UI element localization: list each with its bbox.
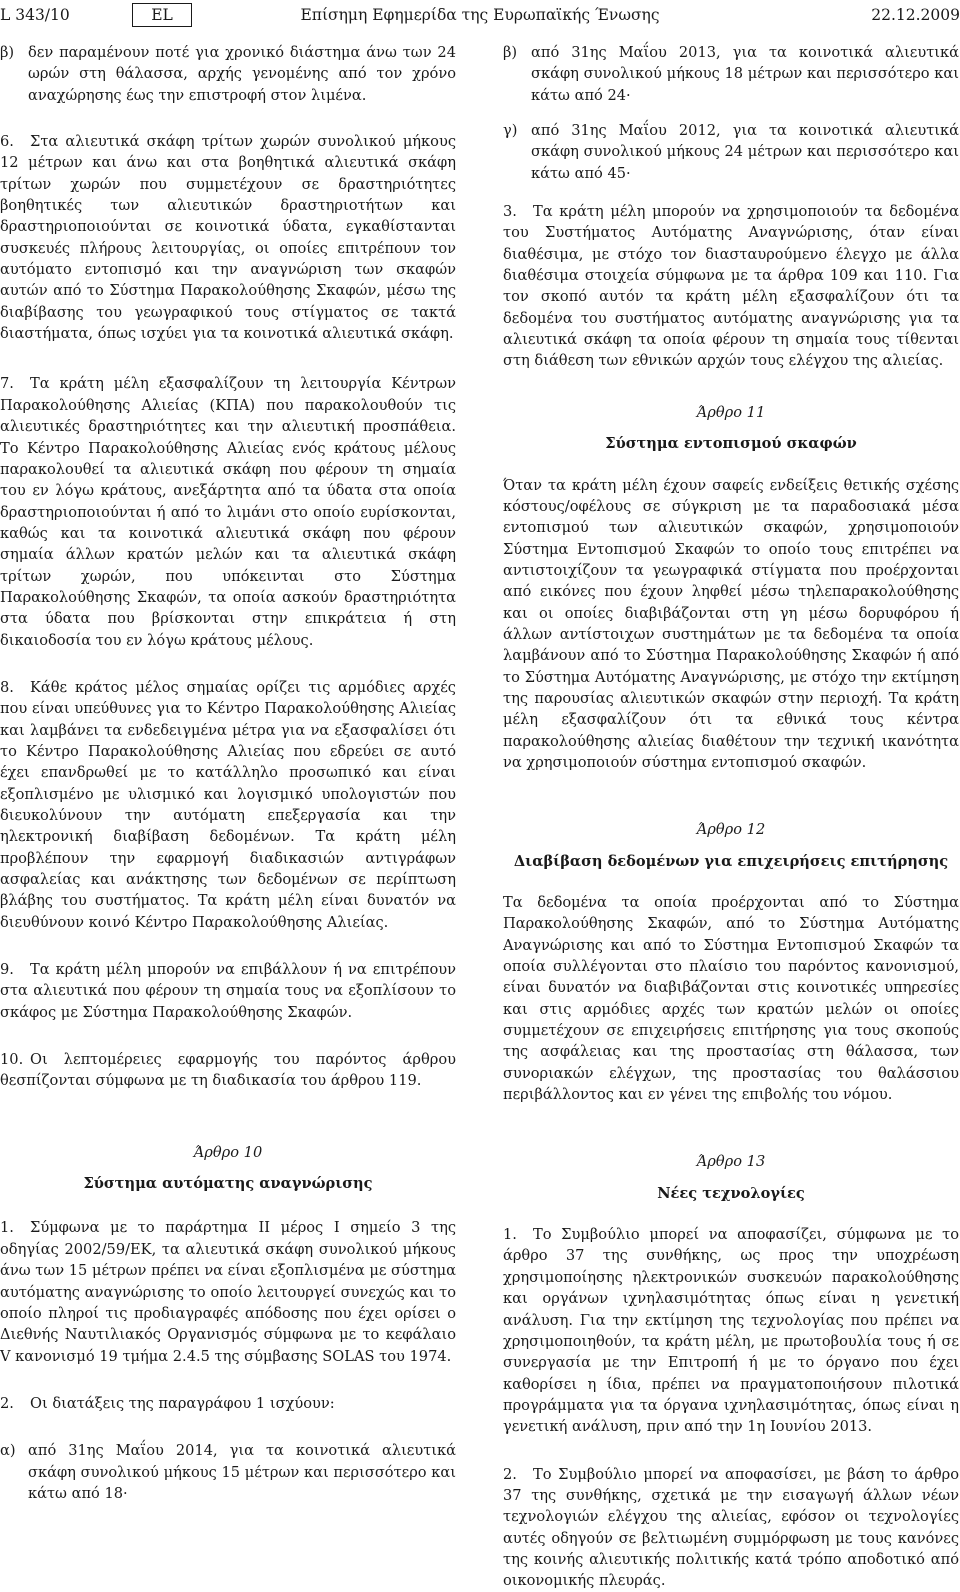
paragraph-number: 2. [503,1465,517,1483]
list-label: α) [0,1442,16,1460]
article-11-number: Άρθρο 11 [696,403,766,421]
article-12-title: Διαβίβαση δεδομένων για επιχειρήσεις επιτήρησης [513,852,949,870]
paragraph-number: 10. [0,1051,24,1069]
paragraph-text: Το Συμβούλιο μπορεί να αποφασίζει, σύμφωνα με το άρθρο 37 της συνθήκης, ως προς την υποχρέωση χρησιμοποίησης ηλεκτρονικών συσκευών παρακολούθησης και οργάνων ιχνηλασιμότητας όπως είναι η γενετική ανάλυση. Για την εκτίμηση της τεχνολογίας που πρέπει να χρησιμοποιηθούν, τα κράτη μέλη, με πρωτοβουλία τους ή σε συνεργασία με την Επιτροπή ή με το όργανο που έχει καθορίσει η ίδια, πρέπει να πραγματοποιήσουν πιλοτικά προγράμματα για τα όργανα ιχνηλασιμότητας, όπως είναι η γενετική ανάλυση, πριν από την 1η Ιουνίου 2013. [503,1226,959,1436]
paragraph-text: Κάθε κράτος μέλος σημαίας ορίζει τις αρμόδιες αρχές που είναι υπεύθυνες για το Κέντρο Παρακολούθησης Αλιείας και λαμβάνει τα ενδεδειγμένα μέτρα για να εξασφαλίσει ότι το Κέντρο Παρακολούθησης Αλιείας που εδρεύει σε αυτό έχει επανδρωθεί με το κατάλληλο προσωπικό και είναι εξοπλισμένο με υλισμικό και λογισμικό υπολογιστών που διευκολύνουν την αυτόματη επεξεργασία και την ηλεκτρονική διαβίβαση δεδομένων. Τα κράτη μέλη προβλέπουν την εφαρμογή διαδικασιών αντιγράφων ασφαλείας και ανάκτησης των δεδομένων σε περίπτωση βλάβης του συστήματος. Τα κράτη μέλη είναι δυνατόν να διευθύνουν κοινό Κέντρο Παρακολούθησης Αλιείας. [0,678,456,931]
list-text: από 31ης Μαΐου 2013, για τα κοινοτικά αλιευτικά σκάφη συνολικού μήκους 18 μέτρων και περισσότερο και κάτω από 24· [531,44,959,104]
paragraph-number: 8. [0,678,14,696]
paragraph-number: 1. [0,1219,14,1237]
paragraph-number: 1. [503,1226,517,1244]
list-text: από 31ης Μαΐου 2012, για τα κοινοτικά αλιευτικά σκάφη συνολικού μήκους 24 μέτρων και περισσότερο και κάτω από 45· [531,122,959,182]
paragraph-text: Το Συμβούλιο μπορεί να αποφασίσει, με βάση το άρθρο 37 της συνθήκης, σχετικά με την εισαγωγή άλλων νέων τεχνολογιών ελέγχου της αλιείας, εφόσον οι τεχνολογίες αυτές οδηγούν σε βελτιωμένη συμμόρφωση με τους κανόνες της κοινής αλιευτικής πολιτικής κατά τρόπο αποδοτικό από οικονομικής πλευράς. [503,1465,959,1590]
paragraph-number: 3. [503,203,517,221]
article-13-number: Άρθρο 13 [696,1153,766,1171]
paragraph-text: Τα κράτη μέλη μπορούν να χρησιμοποιούν τα δεδομένα του Συστήματος Αυτόματης Αναγνώρισης, όταν είναι διαθέσιμα, με στόχο τον διασταυρούμενο έλεγχο με άλλα διαθέσιμα στοιχεία σύμφωνα με τα άρθρα 109 και 110. Για τον σκοπό αυτόν τα κράτη μέλη εξασφαλίζουν ότι τα δεδομένα του συστήματος αυτόματης αναγνώρισης για τα αλιευτικά σκάφη τα οποία φέρουν τη σημαία τους τίθενται στη διάθεση των εθνικών αρχών τους ελέγχου της αλιείας. [503,203,959,370]
list-item-b [0,42,456,106]
left-column [0,42,456,1504]
paragraph-8 [0,677,456,933]
article-12-text: Τα δεδομένα τα οποία προέρχονται από το Σύστημα Παρακολούθησης Σκαφών, από το Σύστημα Αυτόματης Αναγνώρισης και από το Σύστημα Εντοπισμού Σκαφών τα οποία συλλέγονται στο πλαίσιο του παρόντος κανονισμού, είναι δυνατόν να διαβιβάζονται στις κοινοτικές υπηρεσίες και στις αρμόδιες αρχές των κρατών μελών οι οποίες συμμετέχουν σε επιχειρήσεις επιτήρησης για τους σκοπούς της ασφάλειας και της προστασίας στη θάλασσα, των συνοριακών ελέγχων, της προστασίας του θαλάσσιου περιβάλλοντος και εν γένει της επιβολής του νόμου. [503,894,959,1104]
article-13-title: Νέες τεχνολογίες [657,1184,805,1202]
article-10-paragraph-2 [0,1393,456,1414]
list-label: β) [503,44,518,61]
list-text: από 31ης Μαΐου 2014, για τα κοινοτικά αλιευτικά σκάφη συνολικού μήκους 15 μέτρων και περισσότερο και κάτω από 18· [28,1442,456,1502]
article-13-paragraph-2 [503,1464,959,1592]
paragraph-7 [0,373,456,650]
paragraph-3 [503,201,959,372]
article-10-paragraph-1 [0,1217,456,1366]
list-label: γ) [503,122,518,140]
paragraph-10 [0,1049,456,1092]
page-reference: L 343/10 [0,6,70,24]
journal-title: Επίσημη Εφημερίδα της Ευρωπαϊκής Ένωσης [300,6,660,24]
paragraph-text: Οι λεπτομέρειες εφαρμογής του παρόντος άρθρου θεσπίζονται σύμφωνα με τη διαδικασία του άρθρου 119. [0,1051,456,1090]
paragraph-text: Σύμφωνα με το παράρτημα ΙΙ μέρος Ι σημείο 3 της οδηγίας 2002/59/ΕΚ, τα αλιευτικά σκάφη συνολικού μήκους άνω των 15 μέτρων πρέπει να είναι εξοπλισμένα με σύστημα αυτόματης αναγνώρισης το οποίο λειτουργεί συνεχώς και το οποίο πληροί τις προδιαγραφές απόδοσης που έχει ορίσει ο Διεθνής Ναυτιλιακός Οργανισμός σύμφωνα με το κεφάλαιο V κανονισμό 19 τμήμα 2.4.5 της σύμβασης SOLAS του 1974. [0,1219,457,1365]
publication-date: 22.12.2009 [871,6,960,24]
paragraph-9 [0,959,456,1023]
paragraph-number: 9. [0,961,14,979]
list-item-b [503,42,959,106]
paragraph-6 [0,131,456,344]
list-text: δεν παραμένουν ποτέ για χρονικό διάστημα άνω των 24 ωρών στη θάλασσα, αρχής γενομένης από τον χρόνο αναχώρησης έως την επιστροφή στον λιμένα. [28,44,456,104]
paragraph-text: Στα αλιευτικά σκάφη τρίτων χωρών συνολικού μήκους 12 μέτρων και άνω και στα βοηθητικά αλιευτικά σκάφη τρίτων χωρών που συμμετέχουν σε δραστηριότητες βοηθητικές των αλιευτικών δραστηριοτήτων και δραστηριοποιούνται σε κοινοτικά ύδατα, εγκαθίστανται συσκευές πλήρους λειτουργίας, οι οποίες επιτρέπουν τον αυτόματο εντοπισμό και την αναγνώριση των σκαφών αυτών από το Σύστημα Παρακολούθησης Σκαφών, μέσω της διαβίβασης του γεωγραφικού τους στίγματος σε τακτά διαστήματα, όπως ισχύει για τα κοινοτικά αλιευτικά σκάφη. [0,133,456,343]
language-badge: EL [132,3,192,27]
paragraph-text: Τα κράτη μέλη μπορούν να επιβάλλουν ή να επιτρέπουν στα αλιευτικά που φέρουν τη σημαία τους να εξοπλίσουν το σκάφος με Σύστημα Παρακολούθησης Σκαφών. [0,961,456,1021]
article-13-paragraph-1 [503,1224,959,1437]
paragraph-text: Τα κράτη μέλη εξασφαλίζουν τη λειτουργία Κέντρων Παρακολούθησης Αλιείας (ΚΠΑ) που παρακολουθούν τις αλιευτικές δραστηριότητες και την αλιευτική προσπάθεια. Το Κέντρο Παρακολούθησης Αλιείας ενός κράτους μέλους παρακολουθεί τα αλιευτικά σκάφη που φέρουν τη σημαία του εν λόγω κράτους, ανεξάρτητα από τα ύδατα στα οποία δραστηριοποιούνται ή από το λιμάνι στο οποίο ευρίσκονται, καθώς και τα κοινοτικά αλιευτικά σκάφη που φέρουν σημαία άλλων κρατών μελών και τα αλιευτικά σκάφη τρίτων χωρών, που υπόκεινται στο Σύστημα Παρακολούθησης Σκαφών, τα οποία ασκούν δραστηριότητα στα ύδατα που βρίσκονται στην επικράτεια ή στη δικαιοδοσία του εν λόγω κράτους μέλους. [0,375,456,649]
article-10-title: Σύστημα αυτόματης αναγνώρισης [83,1175,373,1193]
article-11-title: Σύστημα εντοπισμού σκαφών [605,435,857,453]
page-header [0,0,960,30]
paragraph-number: 2. [0,1394,14,1412]
list-label: β) [0,44,15,61]
article-12-number: Άρθρο 12 [696,821,766,839]
paragraph-text: Οι διατάξεις της παραγράφου 1 ισχύουν: [30,1394,335,1412]
paragraph-number: 6. [0,133,14,151]
article-11-text: Όταν τα κράτη μέλη έχουν σαφείς ενδείξεις θετικής σχέσης κόστους/οφέλους σε σύγκριση με τα παραδοσιακά μέσα εντοπισμού των αλιευτικών σκαφών, χρησιμοποιούν Σύστημα Εντοπισμού Σκαφών το οποίο τους επιτρέπει να αντιστοιχίζουν τα γεωγραφικά στίγματα που προέρχονται από εικόνες που έχουν ληφθεί μέσω τηλεπαρακολούθησης και οι οποίες διαβιβάζονται στη γη μέσω δορυφόρου ή άλλων αντίστοιχων συστημάτων με τα δεδομένα τα οποία λαμβάνουν από το Σύστημα Παρακολούθησης Σκαφών ή από το Σύστημα Αυτόματης Αναγνώρισης, με στόχο την εκτίμηση της παρουσίας αλιευτικών σκαφών στην περιοχή. Τα κράτη μέλη εξασφαλίζουν ότι τα εθνικά τους κέντρα παρακολούθησης αλιείας διαθέτουν την τεχνική ικανότητα να χρησιμοποιούν σύστημα εντοπισμού σκαφών. [503,476,959,771]
paragraph-number: 7. [0,375,14,393]
article-10-number: Άρθρο 10 [193,1143,263,1161]
list-item-a [0,1440,456,1504]
list-item-c [503,120,959,184]
right-column [503,42,959,1592]
